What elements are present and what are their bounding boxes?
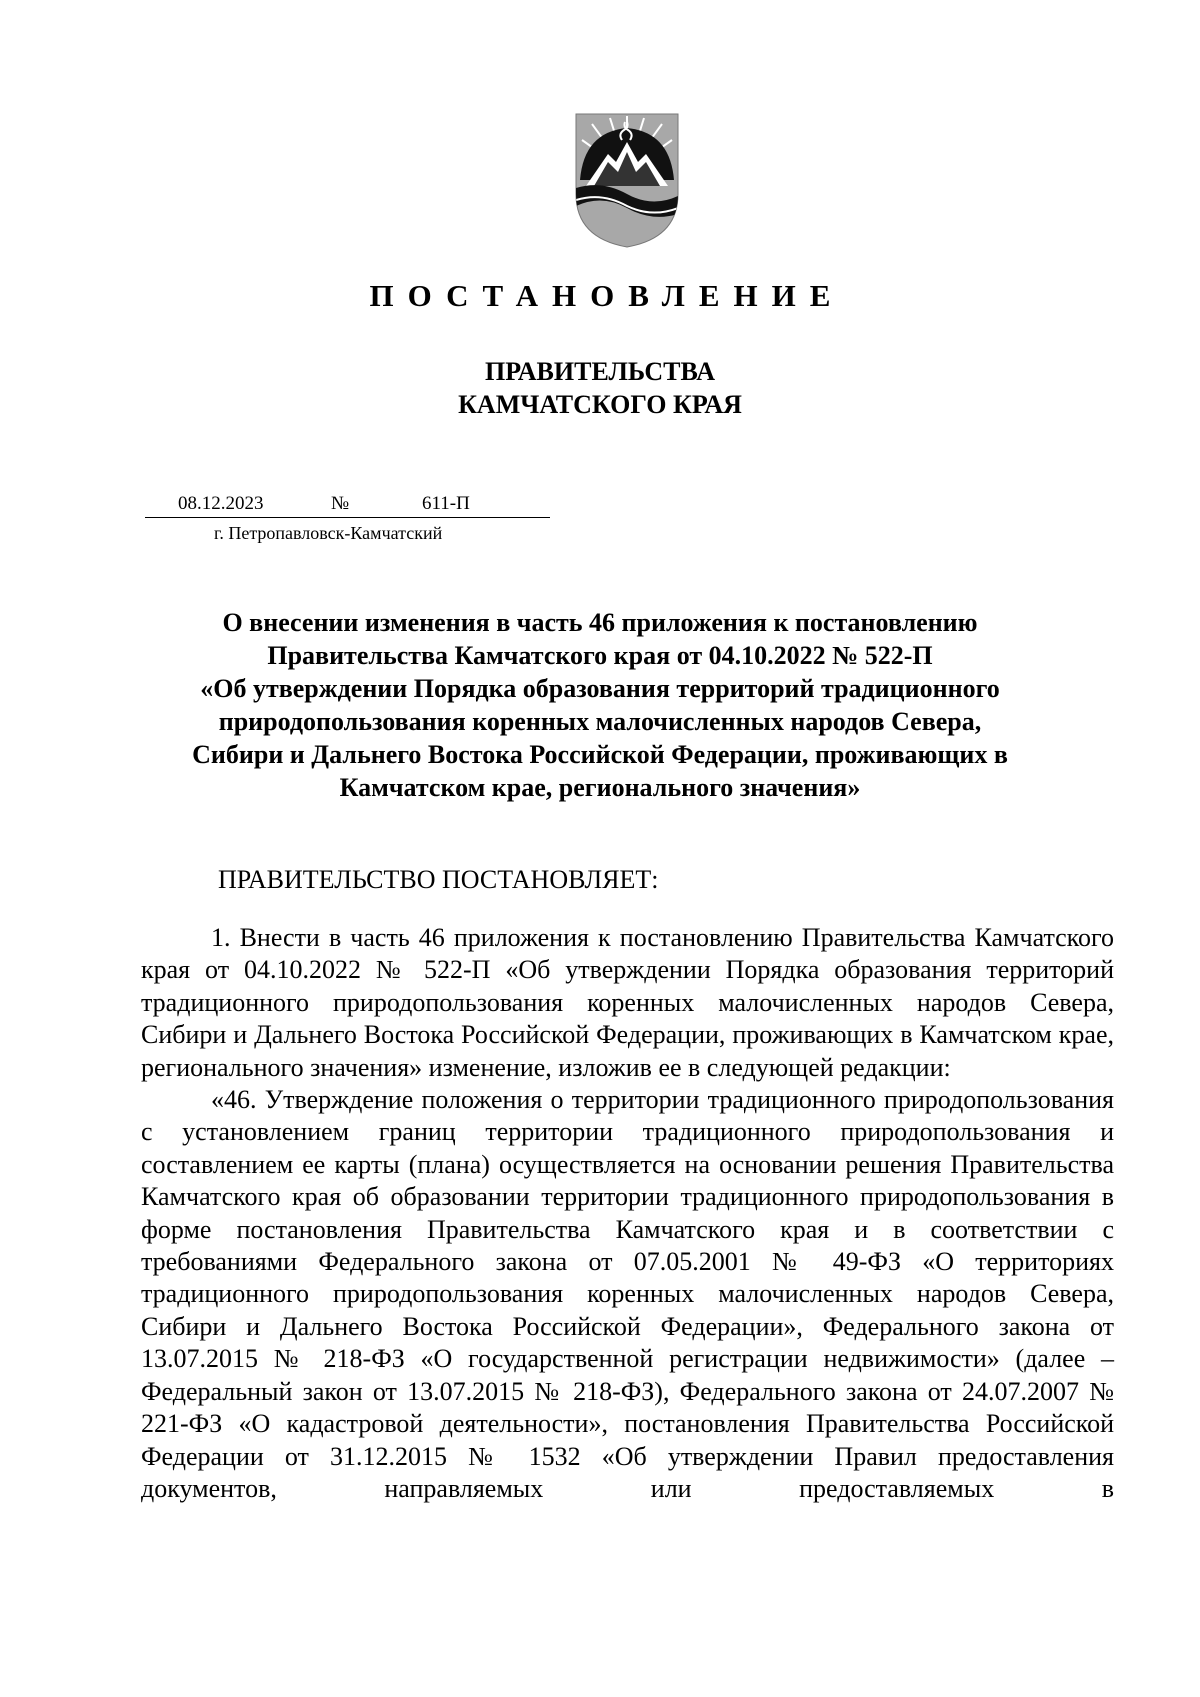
title-line: Камчатском крае, регионального значения» — [339, 773, 861, 802]
decree-statement: ПРАВИТЕЛЬСТВО ПОСТАНОВЛЯЕТ: — [218, 865, 659, 894]
number-sign: № — [331, 493, 350, 514]
registration-underline — [145, 517, 550, 518]
document-type-heading: ПОСТАНОВЛЕНИЕ — [369, 278, 845, 313]
organization-line-1: ПРАВИТЕЛЬСТВА — [485, 357, 715, 386]
body-paragraph: 1. Внести в часть 46 приложения к постановлению Правительства Камчатского края от 04.10.2022 № 522-П «Об утверждении Порядка образования территорий традиционного природопользования коренных малочисленных народов Севера, Сибири и Дальнего Востока Российской Федерации, проживающих в Камчатском крае, регионального значения» изменение, изложив ее в следующей редакции: — [141, 923, 1114, 1082]
title-line: природопользования коренных малочисленных народов Севера, — [218, 707, 982, 736]
title-line: Сибири и Дальнего Востока Российской Федерации, проживающих в — [192, 740, 1008, 769]
document-city: г. Петропавловск-Камчатский — [214, 523, 443, 543]
kamchatka-coat-of-arms-icon — [572, 110, 682, 250]
document-title — [150, 606, 1050, 804]
title-line: О внесении изменения в часть 46 приложения к постановлению — [222, 608, 978, 637]
document-body — [141, 922, 1114, 1505]
body-paragraph: «46. Утверждение положения о территории традиционного природопользования с установлением границ территории традиционного природопользования и составлением ее карты (плана) осуществляется на основании решения Правительства Камчатского края об образовании территории традиционного природопользования в форме постановления Правительства Камчатского края и в соответствии с требованиями Федерального закона от 07.05.2001 № 49-ФЗ «О территориях традиционного природопользования коренных малочисленных народов Севера, Сибири и Дальнего Востока Российской Федерации», Федерального закона от 13.07.2015 № 218-ФЗ «О государственной регистрации недвижимости» (далее – Федеральный закон от 13.07.2015 № 218-ФЗ), Федерального закона от 24.07.2007 № 221-ФЗ «О кадастровой деятельности», постановления Правительства Российской Федерации от 31.12.2015 № 1532 «Об утверждении Правил предоставления документов, направляемых или предоставляемых в — [141, 1085, 1114, 1503]
registration-block — [145, 491, 550, 521]
title-line: Правительства Камчатского края от 04.10.2022 № 522-П — [267, 641, 933, 670]
coat-of-arms — [572, 110, 682, 250]
title-line: «Об утверждении Порядка образования территорий традиционного — [200, 674, 1000, 703]
document-date: 08.12.2023 — [178, 493, 264, 514]
document-number: 611-П — [422, 493, 470, 514]
organization-heading — [0, 355, 1200, 421]
organization-line-2: КАМЧАТСКОГО КРАЯ — [458, 390, 742, 419]
